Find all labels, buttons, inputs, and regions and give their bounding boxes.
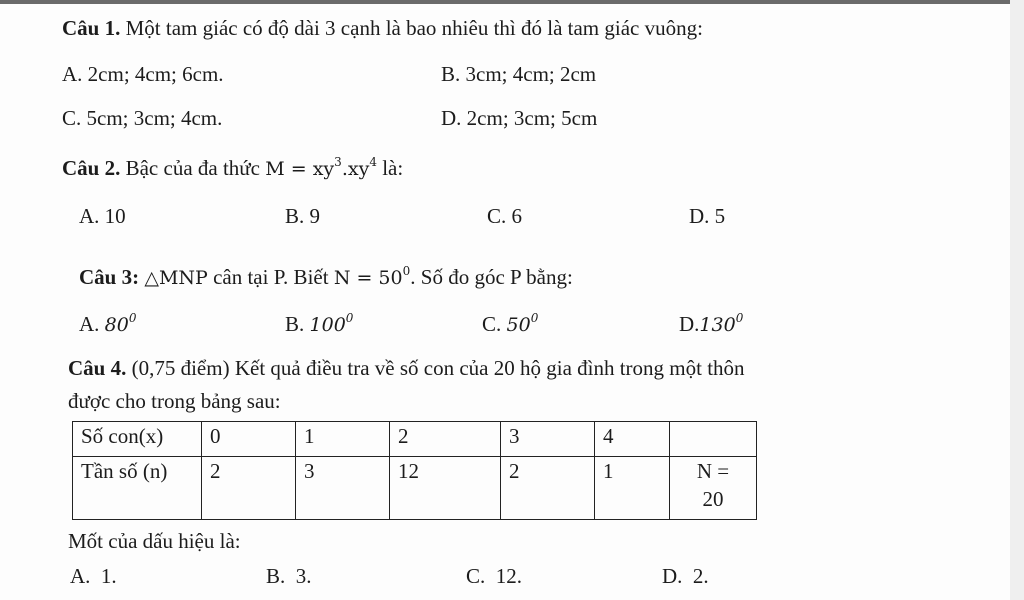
poly-part-1: M = xy: [265, 158, 335, 180]
q3-c-number: 50: [506, 314, 531, 336]
q1-option-c: C. 5cm; 3cm; 4cm.: [62, 106, 223, 130]
q4-option-b: B. 3.: [266, 564, 312, 588]
poly-part-2: .xy: [341, 158, 370, 180]
total-value: 20: [702, 487, 724, 511]
poly-exp-1: 3: [334, 155, 342, 169]
q1-option-a: A. 2cm; 4cm; 6cm.: [62, 62, 224, 86]
q2-option-c: C. 6: [487, 204, 523, 228]
table-cell: 1: [595, 457, 670, 520]
q3-b-number: 100: [309, 314, 346, 336]
question-3: [79, 264, 573, 293]
total-label: N =: [696, 459, 730, 483]
question-1-label: Câu 1.: [62, 16, 121, 40]
table-cell: 2: [501, 457, 595, 520]
q3-option-b: [285, 311, 353, 340]
table-cell: 1: [296, 422, 390, 457]
q3-c-value: [506, 311, 539, 336]
page-edge: [1010, 0, 1024, 600]
angle-n: [333, 264, 411, 289]
table-cell: 0: [202, 422, 296, 457]
table-cell: 12: [390, 457, 501, 520]
question-4-label: Câu 4.: [68, 356, 127, 380]
q1-option-b: B. 3cm; 4cm; 2cm: [441, 62, 597, 86]
q3-a-value: [104, 311, 137, 336]
q4-option-a: A. 1.: [70, 564, 117, 588]
q3-d-number: 130: [699, 314, 736, 336]
q2-option-b: B. 9: [285, 204, 321, 228]
q3-a-letter: A.: [79, 312, 100, 336]
q2-option-d: D. 5: [689, 204, 726, 228]
q3-option-d: [679, 311, 743, 340]
angle-n-value: N = 50: [333, 267, 403, 289]
q3-b-value: [309, 311, 354, 336]
question-4: [68, 355, 745, 381]
q3-b-letter: B.: [285, 312, 305, 336]
q4-option-d: D. 2.: [662, 564, 709, 588]
q1-option-d: D. 2cm; 3cm; 5cm: [441, 106, 598, 130]
question-1-text: Một tam giác có độ dài 3 cạnh là bao nhiêu thì đó là tam giác vuông:: [125, 16, 703, 40]
table-cell: 3: [296, 457, 390, 520]
table-cell: 2: [202, 457, 296, 520]
table-row: [73, 457, 757, 520]
question-3-text-2: . Số đo góc P bằng:: [410, 265, 573, 289]
q3-d-degree: 0: [735, 311, 744, 325]
question-1: [62, 15, 703, 41]
question-2-suffix: là:: [382, 156, 404, 180]
q3-d-value: [699, 311, 744, 336]
q3-a-number: 80: [104, 314, 129, 336]
table-total-cell: [670, 457, 757, 520]
table-row: [73, 422, 757, 457]
table-header-x: Số con(x): [73, 422, 202, 457]
q3-c-degree: 0: [530, 311, 539, 325]
q3-a-degree: 0: [128, 311, 137, 325]
q3-c-letter: C.: [482, 312, 502, 336]
question-2-label: Câu 2.: [62, 156, 121, 180]
question-2: [62, 155, 403, 184]
q3-option-a: [79, 311, 137, 340]
triangle-symbol: △MNP: [144, 267, 208, 289]
frequency-table: [72, 421, 757, 520]
table-cell: [670, 422, 757, 457]
table-cell: 3: [501, 422, 595, 457]
question-4-text: (0,75 điểm) Kết quả điều tra về số con của 20 hộ gia đình trong một thôn: [131, 356, 745, 380]
poly-exp-2: 4: [369, 155, 377, 169]
polynomial: [265, 155, 377, 180]
question-3-label: Câu 3:: [79, 265, 140, 289]
question-4-prompt: Mốt của dấu hiệu là:: [68, 529, 241, 553]
table-header-n: Tần số (n): [73, 457, 202, 520]
q3-b-degree: 0: [345, 311, 354, 325]
table-cell: 4: [595, 422, 670, 457]
top-border: [0, 0, 1024, 4]
q3-d-letter: D.: [679, 312, 700, 336]
table-cell: 2: [390, 422, 501, 457]
q2-option-a: A. 10: [79, 204, 126, 228]
q4-option-c: C. 12.: [466, 564, 523, 588]
q3-option-c: [482, 311, 538, 340]
question-3-text-1: cân tại P. Biết: [213, 265, 329, 289]
question-2-text: Bậc của đa thức: [125, 156, 261, 180]
angle-n-degree: 0: [402, 264, 411, 278]
question-4-line-2: được cho trong bảng sau:: [68, 389, 281, 413]
